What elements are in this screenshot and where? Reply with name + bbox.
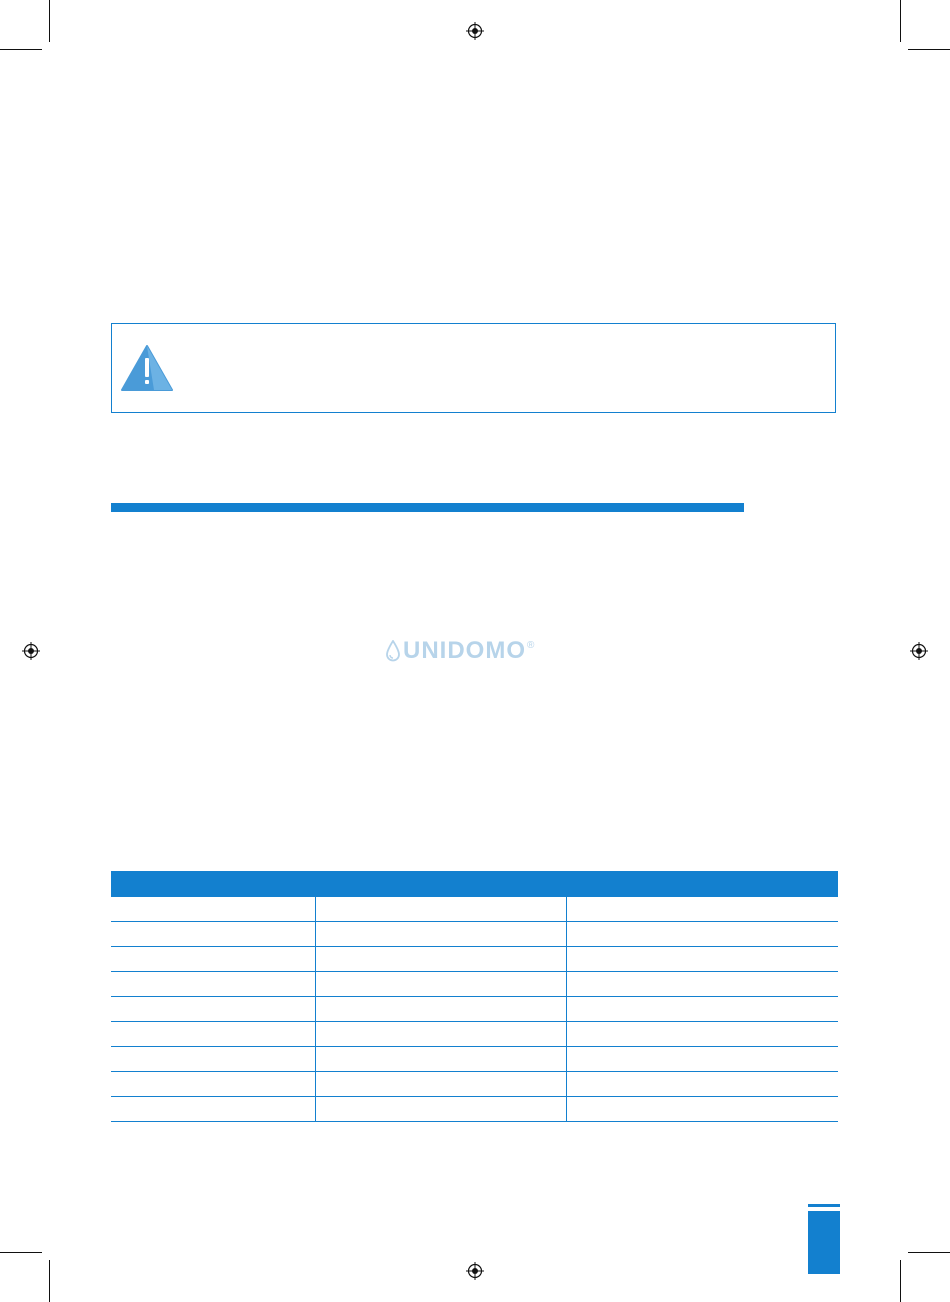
brand-name: UNIDOMO — [403, 637, 526, 664]
table-cell — [315, 1022, 566, 1047]
table-cell — [566, 897, 838, 922]
table-header-cell — [111, 871, 315, 897]
table-cell — [566, 1047, 838, 1072]
table-cell — [111, 947, 315, 972]
table-cell — [111, 997, 315, 1022]
table-cell — [111, 1047, 315, 1072]
table-cell — [111, 897, 315, 922]
page-tab-line — [808, 1204, 840, 1207]
table-cell — [111, 972, 315, 997]
table-row — [111, 897, 838, 922]
registered-mark: ® — [527, 640, 535, 651]
table-cell — [315, 997, 566, 1022]
table-cell — [566, 922, 838, 947]
brand-logo — [386, 636, 534, 666]
page-tab-block — [808, 1211, 840, 1274]
table-cell — [566, 947, 838, 972]
table-row — [111, 1022, 838, 1047]
registration-mark-icon — [22, 642, 40, 660]
warning-triangle-icon — [120, 344, 174, 392]
table-cell — [315, 1097, 566, 1122]
table-cell — [315, 972, 566, 997]
table-cell — [315, 922, 566, 947]
table-cell — [111, 922, 315, 947]
table-cell — [315, 1047, 566, 1072]
table-row — [111, 1072, 838, 1097]
warning-box — [111, 323, 836, 413]
registration-mark-icon — [466, 1262, 484, 1280]
table-cell — [566, 997, 838, 1022]
page-tab-marker — [808, 1204, 840, 1274]
spec-table — [111, 871, 838, 1122]
table-cell — [315, 947, 566, 972]
table-row — [111, 947, 838, 972]
table-header-row — [111, 871, 838, 897]
table-header-cell — [566, 871, 838, 897]
table-row — [111, 997, 838, 1022]
table-cell — [566, 1097, 838, 1122]
registration-mark-icon — [910, 642, 928, 660]
table-cell — [315, 1072, 566, 1097]
table-row — [111, 1097, 838, 1122]
water-drop-icon — [386, 640, 400, 662]
table-cell — [111, 1072, 315, 1097]
table-cell — [566, 1072, 838, 1097]
registration-mark-icon — [466, 22, 484, 40]
table-cell — [566, 972, 838, 997]
table-cell — [315, 897, 566, 922]
table-cell — [566, 1022, 838, 1047]
table-row — [111, 1047, 838, 1072]
table-cell — [111, 1022, 315, 1047]
section-header-bar — [111, 503, 744, 512]
table-header-cell — [315, 871, 566, 897]
table-row — [111, 972, 838, 997]
table-cell — [111, 1097, 315, 1122]
table-row — [111, 922, 838, 947]
